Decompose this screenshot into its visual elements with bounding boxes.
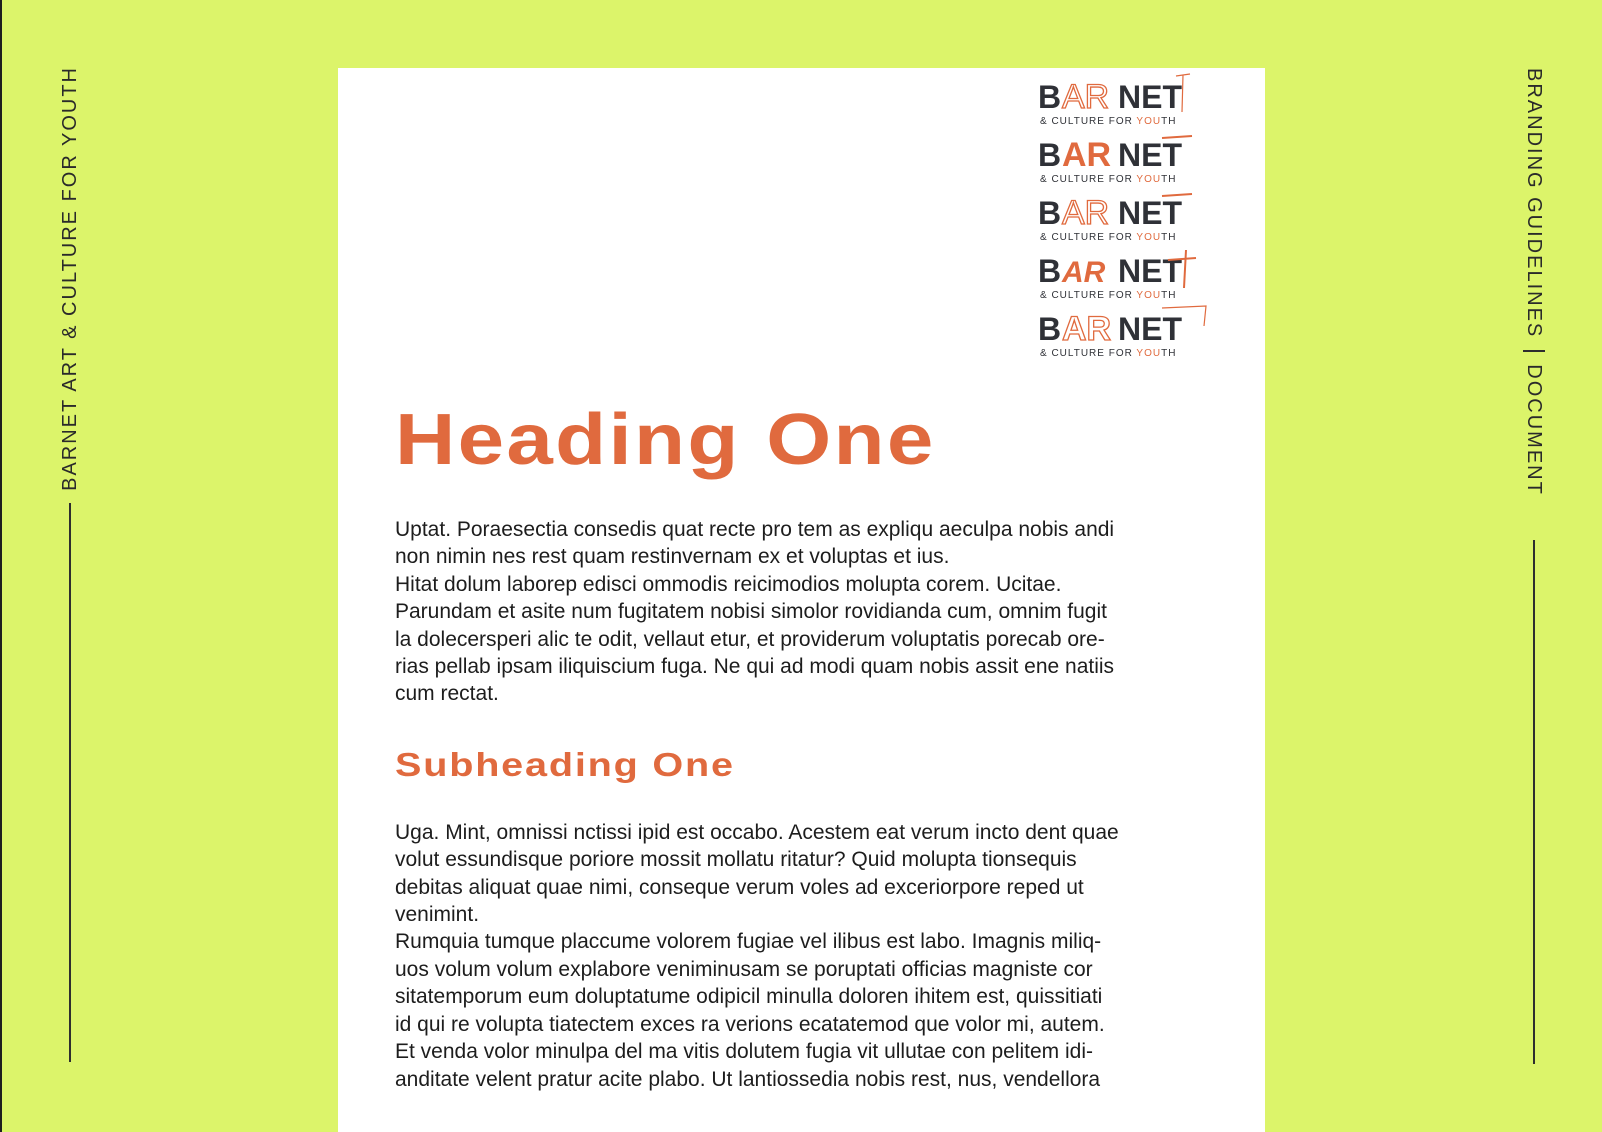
body-line: volut essundisque poriore mossit mollatu ritatur? Quid molupta tionsequis [395,848,1077,872]
svg-text:NET: NET [1118,253,1182,289]
barnet-logo [1036,304,1226,362]
svg-text:NET: NET [1118,79,1182,115]
section-two-body [395,819,1215,1093]
svg-text:AR: AR [1062,136,1112,174]
body-line: Hitat dolum laborep edisci ommodis reicimodios molupta corem. Ucitae. [395,572,1062,596]
document-content [395,400,1215,1093]
svg-text:AR: AR [1062,194,1110,232]
barnet-logo [1036,188,1226,246]
sidebar-left-rule [69,503,71,1062]
svg-text:NET: NET [1118,195,1182,231]
barnet-logo [1036,246,1226,304]
svg-text:& CULTURE FOR YOUTH: & CULTURE FOR YOUTH [1040,174,1177,185]
heading-one: Heading One [395,400,936,480]
svg-text:B: B [1038,137,1062,173]
barnet-logo [1036,72,1226,130]
body-line: Uptat. Poraesectia consedis quat recte pro tem as expliqu aeculpa nobis andi [395,518,1115,541]
svg-text:B: B [1038,195,1062,231]
section-one-body [395,516,1215,708]
svg-text:B: B [1038,311,1062,347]
body-line: Parundam et asite num fugitatem nobisi simolor rovidianda cum, omnim fugit [395,600,1107,624]
sidebar-left [56,66,84,1062]
sidebar-right [1520,68,1548,1064]
window-edge [0,0,2,1132]
body-line: cum rectat. [395,682,499,706]
svg-text:B: B [1038,79,1062,115]
svg-text:B: B [1038,253,1062,289]
body-line: Et venda volor minulpa del ma vitis dolutem fugia vit ullutae con pelitem idi- [395,1040,1094,1064]
body-line: rias pellab ipsam iliquiscium fuga. Ne qui ad modi quam nobis assit ene natiis [395,655,1115,679]
svg-text:AR: AR [1062,78,1110,116]
sidebar-right-rule [1533,540,1535,1064]
body-line: uos volum volum explabore veniminusam se poruptati officias magniste cor [395,957,1093,981]
body-line: id qui re volupta tiatectem exces ra verions ecatatemod que volor mi, autem. [395,1012,1105,1036]
body-line: debitas aliquat quae nimi, conseque verum voles ad exceriorpore reped ut [395,875,1084,899]
body-line: anditate velent pratur acite plabo. Ut lantiossedia nobis rest, nus, vendellora [395,1067,1101,1091]
sidebar-right-label-document: DOCUMENT [1523,364,1546,496]
barnet-logo [1036,130,1226,188]
svg-text:& CULTURE FOR YOUTH: & CULTURE FOR YOUTH [1040,116,1177,127]
body-line: Rumquia tumque placcume volorem fugiae vel ilibus est labo. Imagnis miliq- [395,930,1102,954]
sidebar-right-separator [1523,350,1545,352]
body-line: Uga. Mint, omnissi nctissi ipid est occabo. Acestem eat verum incto dent quae [395,820,1119,844]
subheading-one: Subheading One [395,745,735,783]
logo-variants [1036,72,1226,362]
svg-text:& CULTURE FOR YOUTH: & CULTURE FOR YOUTH [1040,290,1177,301]
svg-text:AR: AR [1062,256,1106,289]
sidebar-right-label-branding: BRANDING GUIDELINES [1523,68,1546,339]
svg-text:AR: AR [1062,310,1112,348]
svg-text:& CULTURE FOR YOUTH: & CULTURE FOR YOUTH [1040,348,1177,359]
sidebar-left-label: BARNET ART & CULTURE FOR YOUTH [58,66,81,491]
body-line: sitatemporum eum doluptatume odipicil minulla doloren ihitem est, quissitiati [395,985,1103,1009]
body-line: la dolecersperi alic te odit, vellaut etur, et providerum voluptatis porecab ore- [395,627,1105,651]
svg-text:& CULTURE FOR YOUTH: & CULTURE FOR YOUTH [1040,232,1177,243]
body-line: non nimin nes rest quam restinvernam ex et voluptas et ius. [395,545,950,569]
svg-text:NET: NET [1118,137,1182,173]
svg-text:NET: NET [1118,311,1182,347]
body-line: venimint. [395,903,480,927]
